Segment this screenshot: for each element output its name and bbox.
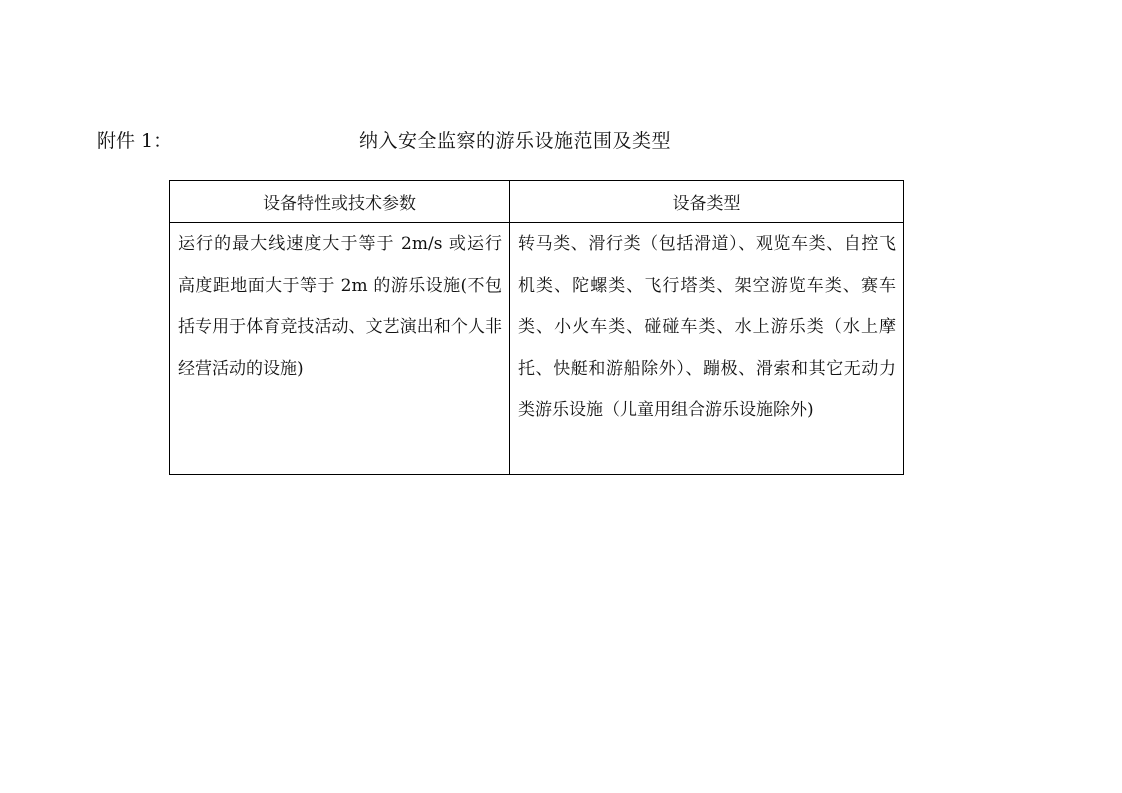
cell-characteristics: 运行的最大线速度大于等于 2m/s 或运行高度距地面大于等于 2m 的游乐设施(不包括专用于体育竞技活动、文艺演出和个人非经营活动的设施) — [170, 223, 510, 475]
column-header-equipment-type: 设备类型 — [510, 181, 904, 223]
scope-table — [169, 180, 904, 475]
attachment-label: 附件 1： — [97, 130, 173, 152]
table-header-row — [170, 181, 904, 223]
document-title: 纳入安全监察的游乐设施范围及类型 — [359, 130, 672, 152]
cell-equipment-types: 转马类、滑行类（包括滑道）、观览车类、自控飞机类、陀螺类、飞行塔类、架空游览车类、赛车类、小火车类、碰碰车类、水上游乐类（水上摩托、快艇和游船除外）、蹦极、滑索和其它无动力类游乐设施（儿童用组合游乐设施除外) — [510, 223, 904, 475]
column-header-characteristics: 设备特性或技术参数 — [170, 181, 510, 223]
table-row — [170, 223, 904, 475]
